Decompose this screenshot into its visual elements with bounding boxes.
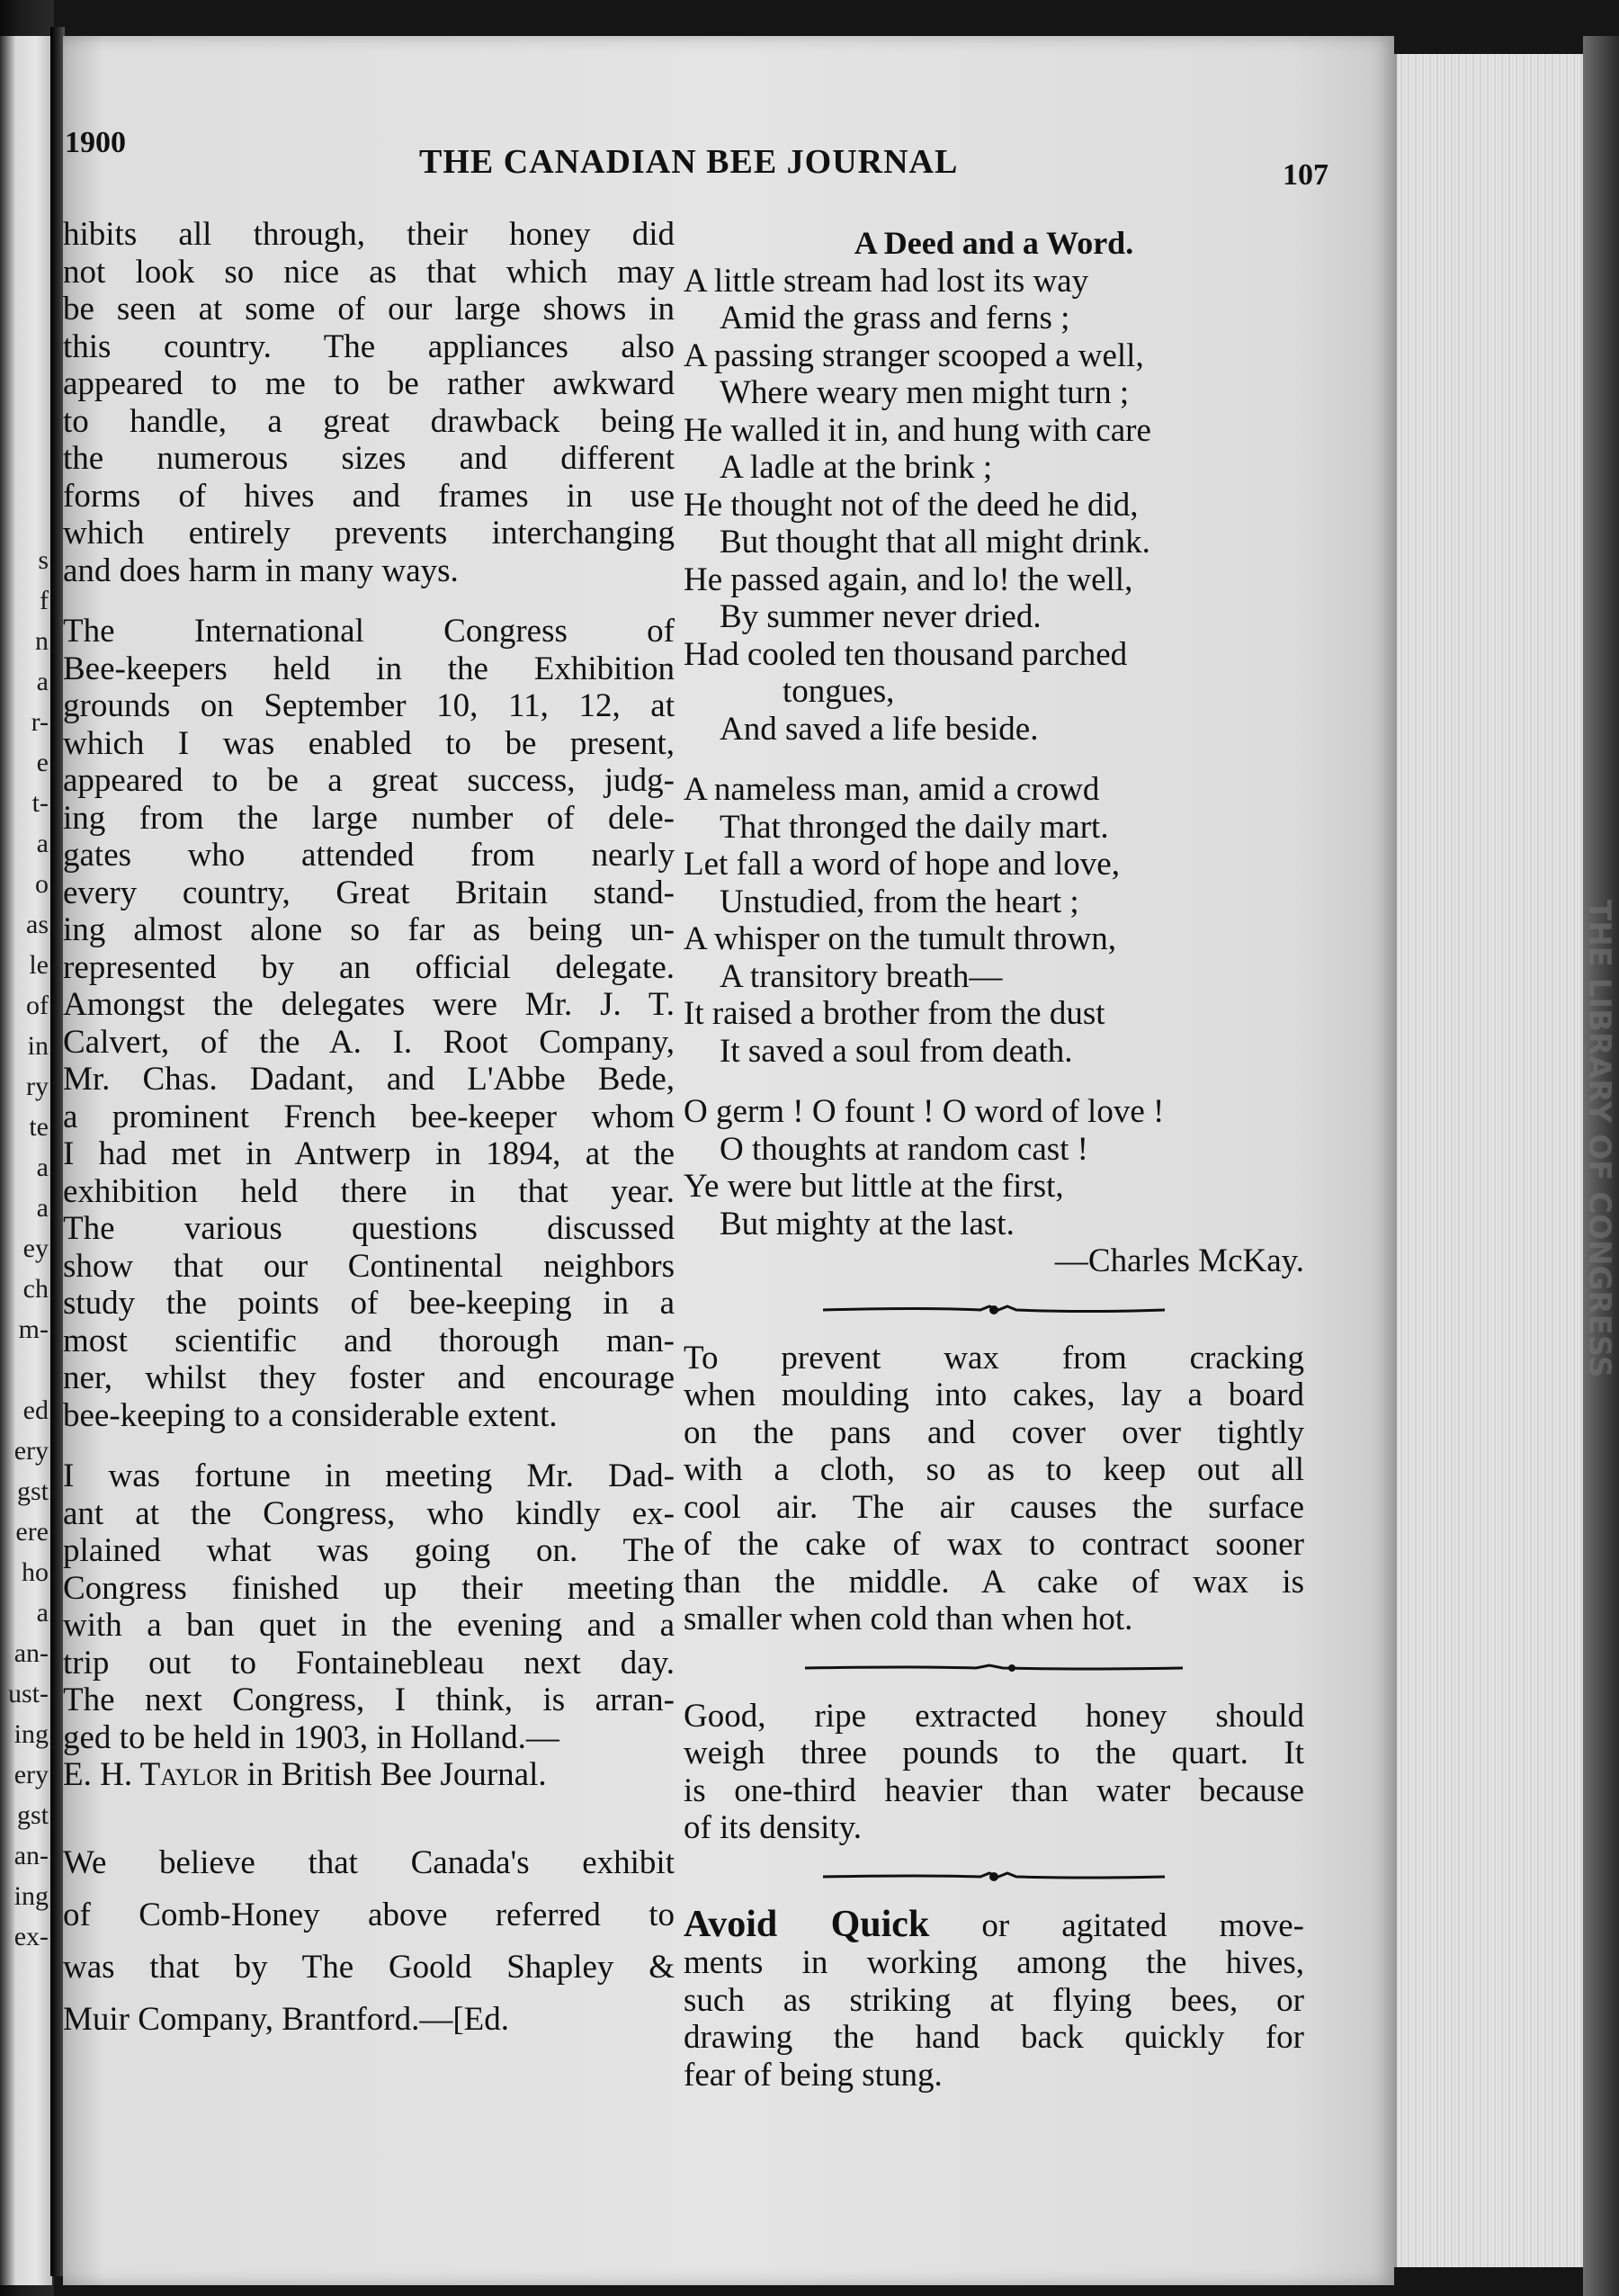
poem-line: He thought not of the deed he did, (684, 486, 1139, 524)
text-line: I had met in Antwerp in 1894, at the (63, 1135, 675, 1172)
previous-page-edge (0, 36, 52, 2285)
dadant-paragraph (63, 1457, 675, 1756)
editor-note (63, 1837, 675, 2046)
previous-page-fragment: ch (22, 1274, 49, 1304)
text-line: ner, whilst they foster and encourage (63, 1359, 675, 1396)
previous-page-fragment: ere (15, 1517, 49, 1547)
text-line: ing almost alone so far as being un- (63, 911, 675, 948)
edge-stamp: THE LIBRARY OF CONGRESS (1581, 900, 1617, 1378)
text-line: fear of being stung. (684, 2056, 943, 2094)
text-line: Congress finished up their meeting (63, 1569, 675, 1607)
previous-page-fragment: ed (22, 1395, 49, 1425)
poem-line: A little stream had lost its way (684, 262, 1089, 300)
poem-line: A ladle at the brink ; (720, 449, 993, 486)
previous-page-fragment: a (36, 1152, 49, 1182)
poem-line: That thronged the daily mart. (720, 808, 1109, 846)
previous-page-fragment: a (36, 829, 49, 858)
section-divider (684, 1296, 1304, 1323)
text-line: trip out to Fontainebleau next day. (63, 1644, 675, 1682)
congress-paragraph (63, 613, 675, 1434)
avoid-lead: Avoid Quick (684, 1903, 930, 1945)
previous-page-fragment: le (29, 950, 49, 980)
previous-page-fragment: ery (13, 1436, 49, 1466)
previous-page-fragment: in (27, 1031, 49, 1061)
previous-page-fragment: m- (18, 1314, 49, 1344)
previous-page-fragment: an- (13, 1638, 49, 1668)
text-line: be seen at some of our large shows in (63, 291, 675, 327)
previous-page-fragment: ing (13, 1719, 49, 1749)
previous-page-fragment: e (36, 748, 49, 777)
previous-page-fragment: an- (13, 1841, 49, 1870)
text-line: The next Congress, I think, is arran- (63, 1682, 675, 1718)
text-line: ments in working among the hives, (684, 1944, 1304, 1981)
poem-line: Ye were but little at the first, (684, 1168, 1064, 1205)
text-line: smaller when cold than when hot. (684, 1601, 1133, 1637)
previous-page-fragment: gst (16, 1476, 49, 1506)
text-line: was that by The Goold Shapley & (63, 1948, 675, 1986)
text-line: Amongst the delegates were Mr. J. T. (63, 986, 675, 1023)
text-line: not look so nice as that which may (63, 253, 675, 291)
header-year: 1900 (65, 126, 126, 159)
poem-line: A whisper on the tumult thrown, (684, 920, 1116, 957)
text-line: plained what was going on. The (63, 1532, 675, 1569)
previous-page-fragment: o (35, 869, 49, 899)
text-line: Bee-keepers held in the Exhibition (63, 650, 675, 687)
previous-page-fragment: ex- (13, 1922, 49, 1951)
previous-page-fragment: gst (16, 1800, 49, 1830)
text-line: which I was enabled to be present, (63, 724, 675, 762)
poem-line: But thought that all might drink. (720, 524, 1150, 561)
previous-page-fragment: f (40, 586, 49, 615)
text-line: a prominent French bee-keeper whom (63, 1098, 675, 1135)
text-line: We believe that Canada's exhibit (63, 1843, 675, 1881)
text-line: ing from the large number of dele- (63, 799, 675, 837)
signature-source: in British Bee Journal. (238, 1756, 547, 1793)
previous-page-fragment: r- (31, 707, 49, 737)
text-line: most scientific and thorough man- (63, 1322, 675, 1359)
poem-line: A transitory breath— (720, 957, 1003, 995)
previous-page-fragment: as (26, 910, 49, 939)
text-line: ant at the Congress, who kindly ex- (63, 1494, 675, 1532)
poem-line: Unstudied, from the heart ; (720, 883, 1079, 920)
text-line: such as striking at flying bees, or (684, 1981, 1304, 2019)
poem-author: —Charles McKay. (1054, 1242, 1304, 1279)
poem-line: O thoughts at random cast ! (720, 1130, 1088, 1168)
text-line: To prevent wax from cracking (684, 1339, 1304, 1377)
poem-line: Where weary men might turn ; (720, 374, 1130, 411)
text-line: The various questions discussed (63, 1210, 675, 1247)
previous-page-fragment: ust- (8, 1679, 49, 1709)
poem-line: It raised a brother from the dust (684, 995, 1105, 1032)
article-signature (63, 1756, 675, 1794)
previous-page-fragments (4, 540, 49, 1957)
text-line: gates who attended from nearly (63, 837, 675, 874)
page-number: 107 (1283, 158, 1328, 192)
text-line: weigh three pounds to the quart. It (684, 1735, 1304, 1771)
poem-line: He passed again, and lo! the well, (684, 561, 1133, 598)
poem-line: And saved a life beside. (720, 710, 1039, 748)
text-line: forms of hives and frames in use (63, 477, 675, 515)
poem-line: He walled it in, and hung with care (684, 411, 1151, 449)
text-line: represented by an official delegate. (63, 948, 675, 986)
previous-page-fragment (4, 1350, 49, 1390)
previous-page-fragment: te (29, 1112, 49, 1142)
poem (684, 263, 1304, 1243)
previous-page-fragment: n (35, 626, 49, 656)
text-line: on the pans and cover over tightly (684, 1413, 1304, 1451)
text-line: of the cake of wax to contract sooner (684, 1526, 1304, 1563)
journal-title: THE CANADIAN BEE JOURNAL (419, 143, 959, 181)
text-line: of its density. (684, 1809, 863, 1846)
wax-paragraph (684, 1340, 1304, 1638)
text-line: than the middle. A cake of wax is (684, 1563, 1304, 1601)
text-line: is one-third heavier than water because (684, 1771, 1304, 1809)
text-line: and does harm in many ways. (63, 552, 459, 589)
honey-paragraph (684, 1698, 1304, 1847)
exhibition-paragraph (63, 216, 675, 589)
poem-title: A Deed and a Word. (854, 225, 1134, 261)
poem-line: It saved a soul from death. (720, 1032, 1073, 1070)
previous-page-fragment: ery (13, 1760, 49, 1789)
text-line: Good, ripe extracted honey should (684, 1697, 1304, 1735)
text-line: when moulding into cakes, lay a board (684, 1377, 1304, 1413)
text-line: Muir Company, Brantford.—[Ed. (63, 2000, 509, 2038)
book-page-edges (1394, 54, 1586, 2267)
poem-line: A passing stranger scooped a well, (684, 336, 1144, 374)
right-column (684, 225, 1304, 2094)
previous-page-fragment: s (38, 545, 49, 575)
text-line: appeared to be a great success, judg- (63, 762, 675, 799)
poem-line: Had cooled ten thousand parched (684, 635, 1128, 673)
text-line: exhibition held there in that year. (63, 1172, 675, 1210)
text-line: cool air. The air causes the surface (684, 1488, 1304, 1526)
text-line: to handle, a great drawback being (63, 402, 675, 440)
previous-page-fragment: ry (26, 1072, 49, 1101)
previous-page-fragment: a (36, 667, 49, 696)
text-line: Mr. Chas. Dadant, and L'Abbe Bede, (63, 1061, 675, 1098)
section-divider (684, 1863, 1304, 1890)
poem-line: tongues, (783, 673, 895, 710)
text-line: ged to be held in 1903, in Holland.— (63, 1718, 559, 1756)
text-line: study the points of bee-keeping in a (63, 1285, 675, 1322)
text-line: hibits all through, their honey did (63, 216, 675, 253)
text-line: this country. The appliances also (63, 327, 675, 365)
section-divider (684, 1655, 1304, 1682)
text-line: bee-keeping to a considerable extent. (63, 1396, 558, 1434)
text-line: of Comb-Honey above referred to (63, 1896, 675, 1933)
text-line: grounds on September 10, 11, 12, at (63, 687, 675, 724)
text-line: show that our Continental neighbors (63, 1247, 675, 1285)
text-line: with a cloth, so as to keep out all (684, 1451, 1304, 1488)
previous-page-fragment: a (36, 1598, 49, 1628)
text-line: with a ban quet in the evening and a (63, 1607, 675, 1644)
poem-line: But mighty at the last. (720, 1205, 1015, 1242)
previous-page-fragment: a (36, 1193, 49, 1223)
avoid-first-line: or agitated move- (929, 1906, 1305, 1944)
text-line: Calvert, of the A. I. Root Company, (63, 1023, 675, 1061)
poem-line: Amid the grass and ferns ; (720, 300, 1070, 336)
poem-line: By summer never dried. (720, 598, 1042, 635)
left-column (63, 216, 675, 2046)
text-line: appeared to me to be rather awkward (63, 365, 675, 402)
text-line: The International Congress of (63, 613, 675, 650)
text-line: every country, Great Britain stand- (63, 874, 675, 911)
poem-line: A nameless man, amid a crowd (684, 771, 1100, 808)
text-line: I was fortune in meeting Mr. Dad- (63, 1457, 675, 1494)
previous-page-fragment: ho (22, 1557, 49, 1587)
text-line: the numerous sizes and different (63, 440, 675, 477)
avoid-paragraph (684, 1903, 1305, 2094)
previous-page-fragment: ing (13, 1881, 49, 1911)
poem-line: Let fall a word of hope and love, (684, 846, 1120, 883)
previous-page-fragment: t- (31, 788, 49, 818)
previous-page-fragment: ey (22, 1233, 49, 1263)
text-line: drawing the hand back quickly for (684, 2019, 1304, 2056)
poem-line: O germ ! O fount ! O word of love ! (684, 1093, 1165, 1130)
previous-page-fragment: of (26, 991, 49, 1020)
text-line: which entirely prevents interchanging (63, 515, 675, 552)
signature-name: E. H. Taylor (63, 1756, 239, 1793)
